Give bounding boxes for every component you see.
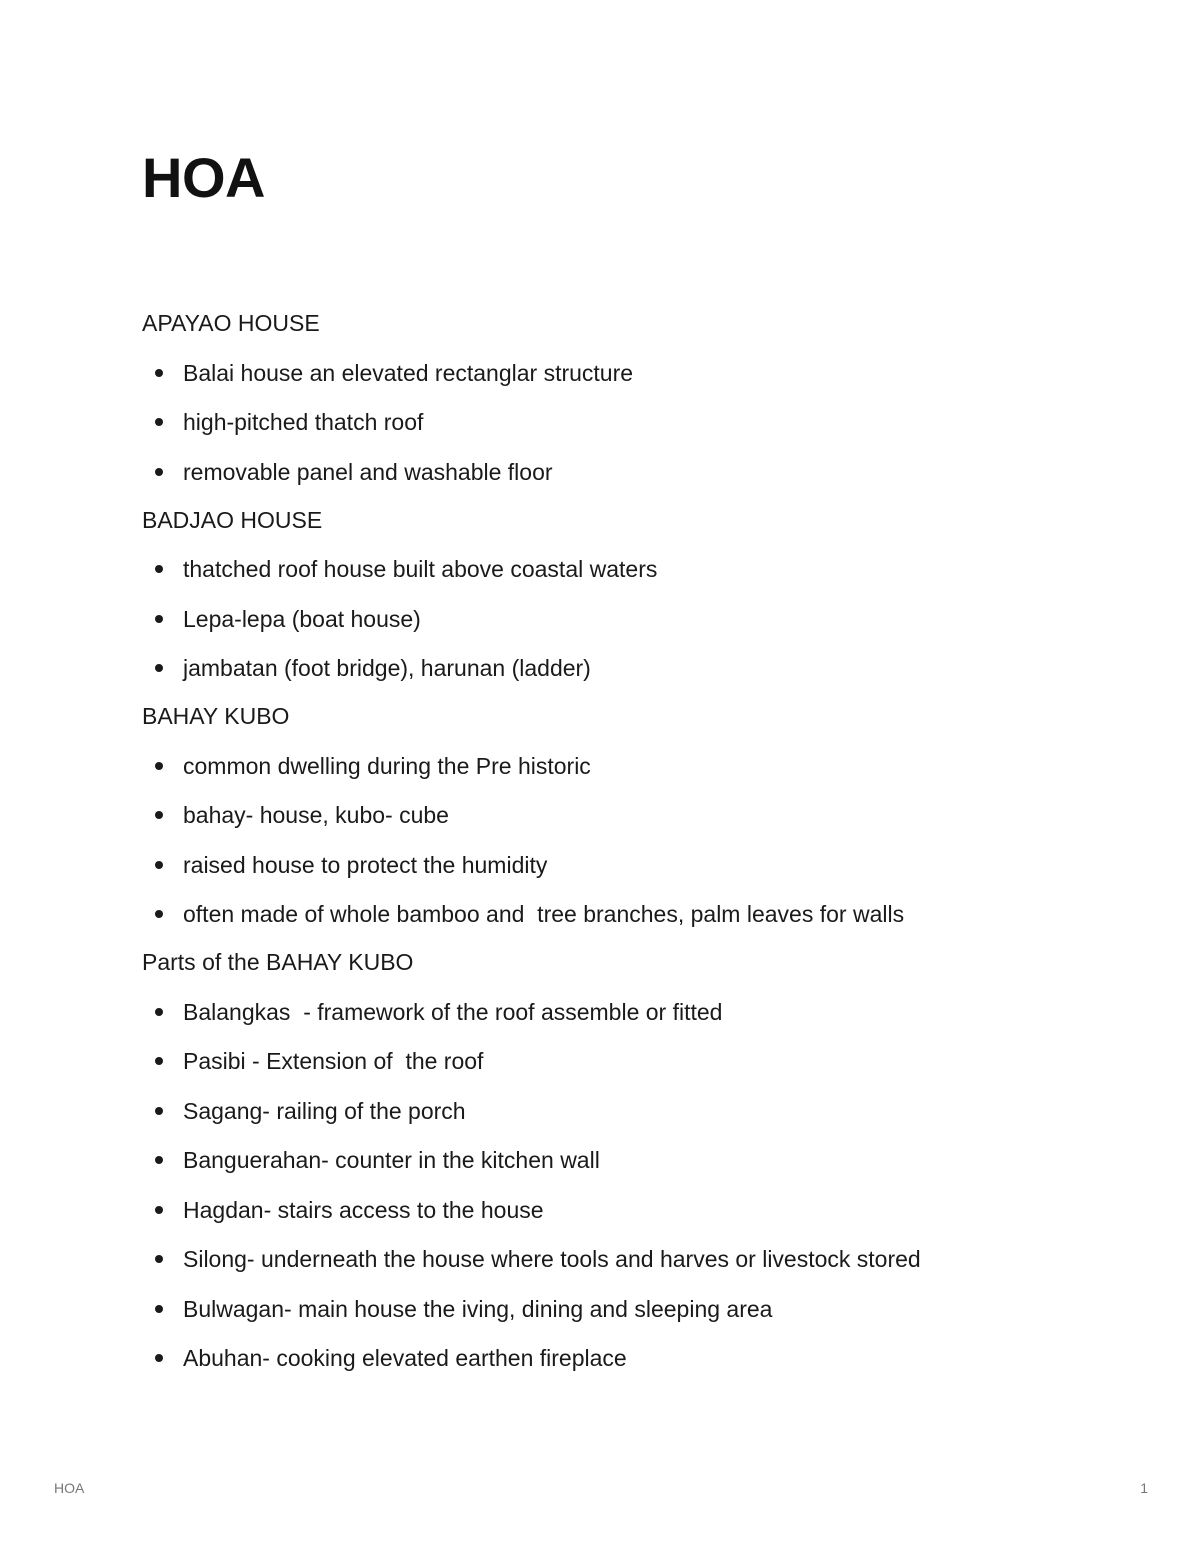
list-item [142, 651, 1102, 685]
list-item [142, 405, 1102, 439]
list-item-text: Lepa-lepa (boat house) [183, 605, 421, 632]
bullet-list [142, 356, 1102, 489]
footer-document-title: HOA [54, 1480, 85, 1496]
list-item [142, 1193, 1102, 1227]
list-item-text: Hagdan- stairs access to the house [183, 1196, 544, 1223]
list-item-text: common dwelling during the Pre historic [183, 752, 591, 779]
list-item-text: Sagang- railing of the porch [183, 1097, 466, 1124]
bullet-icon [155, 811, 163, 819]
list-item [142, 848, 1102, 882]
bullet-icon [155, 1008, 163, 1016]
list-item-text: bahay- house, kubo- cube [183, 802, 449, 828]
section-heading: BAHAY KUBO [142, 703, 290, 729]
list-item [142, 455, 1102, 489]
bullet-list [142, 749, 1102, 932]
bullet-icon [155, 615, 163, 623]
list-item-text: Bulwagan- main house the iving, dining and sleeping area [183, 1295, 773, 1322]
list-item [142, 1143, 1102, 1177]
bullet-icon [155, 1057, 163, 1065]
list-item [142, 995, 1102, 1029]
bullet-icon [155, 1206, 163, 1214]
list-item-text: high-pitched thatch roof [183, 409, 424, 435]
bullet-icon [155, 664, 163, 672]
list-item [142, 749, 1102, 783]
bullet-list [142, 995, 1102, 1376]
bullet-icon [155, 910, 163, 918]
list-item-text: jambatan (foot bridge), harunan (ladder) [183, 655, 591, 681]
list-item [142, 602, 1102, 636]
bullet-icon [155, 1305, 163, 1313]
bullet-icon [155, 1107, 163, 1115]
bullet-icon [155, 468, 163, 476]
page-title: HOA [142, 146, 265, 209]
bullet-icon [155, 762, 163, 770]
list-item-text: Balangkas - framework of the roof assemble or fitted [183, 998, 723, 1025]
footer-page-number: 1 [1140, 1480, 1148, 1496]
section-bahay-kubo [142, 699, 1102, 931]
section-badjao-house [142, 503, 1102, 686]
list-item [142, 1044, 1102, 1078]
section-heading: APAYAO HOUSE [142, 310, 320, 336]
section-parts-of-bahay-kubo [142, 945, 1102, 1375]
list-item [142, 1094, 1102, 1128]
section-heading: BADJAO HOUSE [142, 506, 323, 533]
list-item [142, 356, 1102, 390]
list-item-text: Abuhan- cooking elevated earthen fireplace [183, 1345, 627, 1371]
list-item [142, 552, 1102, 586]
list-item-text: thatched roof house built above coastal waters [183, 556, 658, 582]
section-apayao-house [142, 306, 1102, 489]
list-item [142, 1292, 1102, 1326]
list-item-text: Banguerahan- counter in the kitchen wall [183, 1147, 600, 1173]
bullet-icon [155, 1156, 163, 1164]
list-item-text: removable panel and washable floor [183, 458, 553, 485]
bullet-icon [155, 565, 163, 573]
list-item [142, 1242, 1102, 1276]
bullet-icon [155, 418, 163, 426]
section-heading: Parts of the BAHAY KUBO [142, 949, 414, 975]
list-item-text: often made of whole bamboo and tree branches, palm leaves for walls [183, 901, 905, 927]
bullet-icon [155, 369, 163, 377]
list-item-text: Silong- underneath the house where tools and harves or livestock stored [183, 1246, 921, 1272]
list-item [142, 798, 1102, 832]
list-item-text: Balai house an elevated rectanglar structure [183, 359, 634, 386]
list-item [142, 897, 1102, 931]
bullet-icon [155, 861, 163, 869]
document-body [142, 306, 1102, 1375]
bullet-icon [155, 1354, 163, 1362]
bullet-list [142, 552, 1102, 685]
list-item [142, 1341, 1102, 1375]
list-item-text: Pasibi - Extension of the roof [183, 1048, 484, 1074]
bullet-icon [155, 1255, 163, 1263]
list-item-text: raised house to protect the humidity [183, 851, 548, 878]
